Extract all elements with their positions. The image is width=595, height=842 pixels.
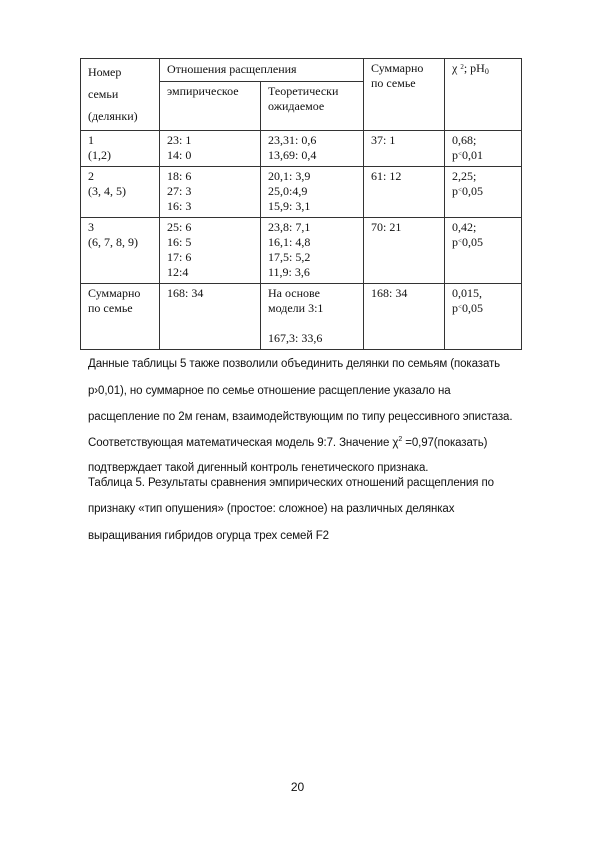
cell-pvalue xyxy=(452,301,514,316)
cell-line: 17: 6 xyxy=(167,250,192,264)
p-value: 0,01 xyxy=(461,148,483,162)
cell-empirical xyxy=(160,131,261,167)
cell-line: (3, 4, 5) xyxy=(88,184,126,198)
header-ratios-group xyxy=(160,59,364,82)
cell-family xyxy=(81,284,160,350)
cell-line xyxy=(268,316,356,331)
cell-line: 61: 12 xyxy=(371,169,402,183)
header-total-line: Суммарно xyxy=(371,61,424,75)
cell-line: На основе xyxy=(268,286,320,300)
p-prefix: p xyxy=(452,148,458,162)
p-prefix: p xyxy=(452,184,458,198)
header-family-line: (делянки) xyxy=(88,109,138,123)
table-row xyxy=(81,167,522,218)
cell-line: 11,9: 3,6 xyxy=(268,265,310,279)
p-value: 0,05 xyxy=(461,184,483,198)
p-value: 0,05 xyxy=(461,235,483,249)
header-ratios-label: Отношения расщепления xyxy=(167,62,297,76)
cell-line: 14: 0 xyxy=(167,148,192,162)
p-prefix: p xyxy=(452,235,458,249)
cell-line: (1,2) xyxy=(88,148,111,162)
cell-line: 2 xyxy=(88,169,94,183)
cell-line: 18: 6 xyxy=(167,169,192,183)
cell-family xyxy=(81,131,160,167)
cell-line: 12:4 xyxy=(167,265,189,279)
cell-line: 2,25; xyxy=(452,169,477,183)
cell-line: 27: 3 xyxy=(167,184,192,198)
cell-empirical xyxy=(160,218,261,284)
cell-chi xyxy=(445,167,522,218)
header-theoretical xyxy=(261,81,364,130)
header-total xyxy=(364,59,445,131)
p-sup: < xyxy=(458,150,462,158)
cell-chi xyxy=(445,284,522,350)
header-empirical xyxy=(160,81,261,130)
cell-chi xyxy=(445,131,522,167)
cell-total xyxy=(364,284,445,350)
cell-chi xyxy=(445,218,522,284)
cell-line: модели 3:1 xyxy=(268,301,324,315)
cell-pvalue xyxy=(452,184,514,199)
cell-empirical xyxy=(160,284,261,350)
cell-line: 16: 5 xyxy=(167,235,192,249)
cell-total xyxy=(364,218,445,284)
cell-line: 16: 3 xyxy=(167,199,192,213)
table-caption-line: признаку «тип опушения» (простое: сложное) на различных делянках xyxy=(88,503,455,515)
cell-line: 0,68; xyxy=(452,133,477,147)
cell-line: 1 xyxy=(88,133,94,147)
header-empirical-label: эмпирическое xyxy=(167,83,239,98)
cell-empirical xyxy=(160,167,261,218)
cell-line: 13,69: 0,4 xyxy=(268,148,317,162)
chi-subscript: 0 xyxy=(484,67,489,76)
cell-pvalue xyxy=(452,148,514,163)
cell-theoretical xyxy=(261,284,364,350)
paragraph-line-chi xyxy=(88,437,558,449)
cell-line: Суммарно xyxy=(88,286,141,300)
cell-line: 168: 34 xyxy=(371,286,408,300)
p-sup: < xyxy=(458,303,462,311)
table-header-row xyxy=(81,59,522,82)
header-family-line: Номер xyxy=(88,65,122,79)
paragraph-text: =0,97(показать) xyxy=(402,437,488,449)
cell-total xyxy=(364,131,445,167)
cell-family xyxy=(81,167,160,218)
chi-symbol: χ xyxy=(452,61,458,75)
table-caption-line: Таблица 5. Результаты сравнения эмпирических отношений расщепления по xyxy=(88,477,494,489)
cell-pvalue xyxy=(452,235,514,250)
page-number: 20 xyxy=(290,780,305,794)
chi-rest: ; pH xyxy=(463,61,485,75)
header-theoretical-line: Теоретически xyxy=(268,83,339,98)
cell-line: 0,42; xyxy=(452,220,477,234)
cell-total xyxy=(364,167,445,218)
cell-line: 17,5: 5,2 xyxy=(268,250,311,264)
p-value: 0,05 xyxy=(461,301,483,315)
cell-family xyxy=(81,218,160,284)
results-table xyxy=(80,58,522,350)
cell-line: 23,31: 0,6 xyxy=(268,133,317,147)
paragraph-text: Соответствующая математическая модель 9:7. Значение xyxy=(88,437,393,449)
cell-line: 37: 1 xyxy=(371,133,396,147)
cell-theoretical xyxy=(261,218,364,284)
header-family xyxy=(81,59,160,131)
table-row xyxy=(81,284,522,350)
cell-line: 16,1: 4,8 xyxy=(268,235,311,249)
p-prefix: p xyxy=(452,301,458,315)
paragraph-line: р›0,01), но суммарное по семье отношение расщепление указало на xyxy=(88,385,451,397)
paragraph-line: подтверждает такой дигенный контроль генетического признака. xyxy=(88,462,429,474)
table-row xyxy=(81,131,522,167)
cell-line: 15,9: 3,1 xyxy=(268,199,311,213)
cell-line: (6, 7, 8, 9) xyxy=(88,235,138,249)
cell-line: 20,1: 3,9 xyxy=(268,169,311,183)
table-row xyxy=(81,218,522,284)
chi-symbol: χ xyxy=(392,437,399,449)
cell-line: по семье xyxy=(88,301,133,315)
cell-line: 23: 1 xyxy=(167,133,192,147)
header-total-line: по семье xyxy=(371,76,416,90)
chi-exponent: 2 xyxy=(460,63,464,71)
header-theoretical-line: ожидаемое xyxy=(268,98,325,113)
cell-line: 23,8: 7,1 xyxy=(268,220,311,234)
header-chi xyxy=(445,59,522,131)
cell-line: 25: 6 xyxy=(167,220,192,234)
cell-theoretical xyxy=(261,167,364,218)
header-chi-label xyxy=(452,61,514,79)
cell-line: 0,015, xyxy=(452,286,482,300)
cell-line: 70: 21 xyxy=(371,220,402,234)
p-sup: < xyxy=(458,237,462,245)
cell-line: 3 xyxy=(88,220,94,234)
paragraph-line: расщепление по 2м генам, взаимодействующим по типу рецессивного эпистаза. xyxy=(88,411,513,423)
cell-line: 25,0:4,9 xyxy=(268,184,308,198)
cell-theoretical xyxy=(261,131,364,167)
paragraph-line: Данные таблицы 5 также позволили объединить делянки по семьям (показать xyxy=(88,358,501,370)
cell-line: 167,3: 33,6 xyxy=(268,331,323,345)
p-sup: < xyxy=(458,186,462,194)
table-caption-line: выращивания гибридов огурца трех семей F2 xyxy=(88,530,329,542)
cell-line: 168: 34 xyxy=(167,286,204,300)
chi-exponent: 2 xyxy=(398,436,403,443)
header-family-line: семьи xyxy=(88,87,119,101)
